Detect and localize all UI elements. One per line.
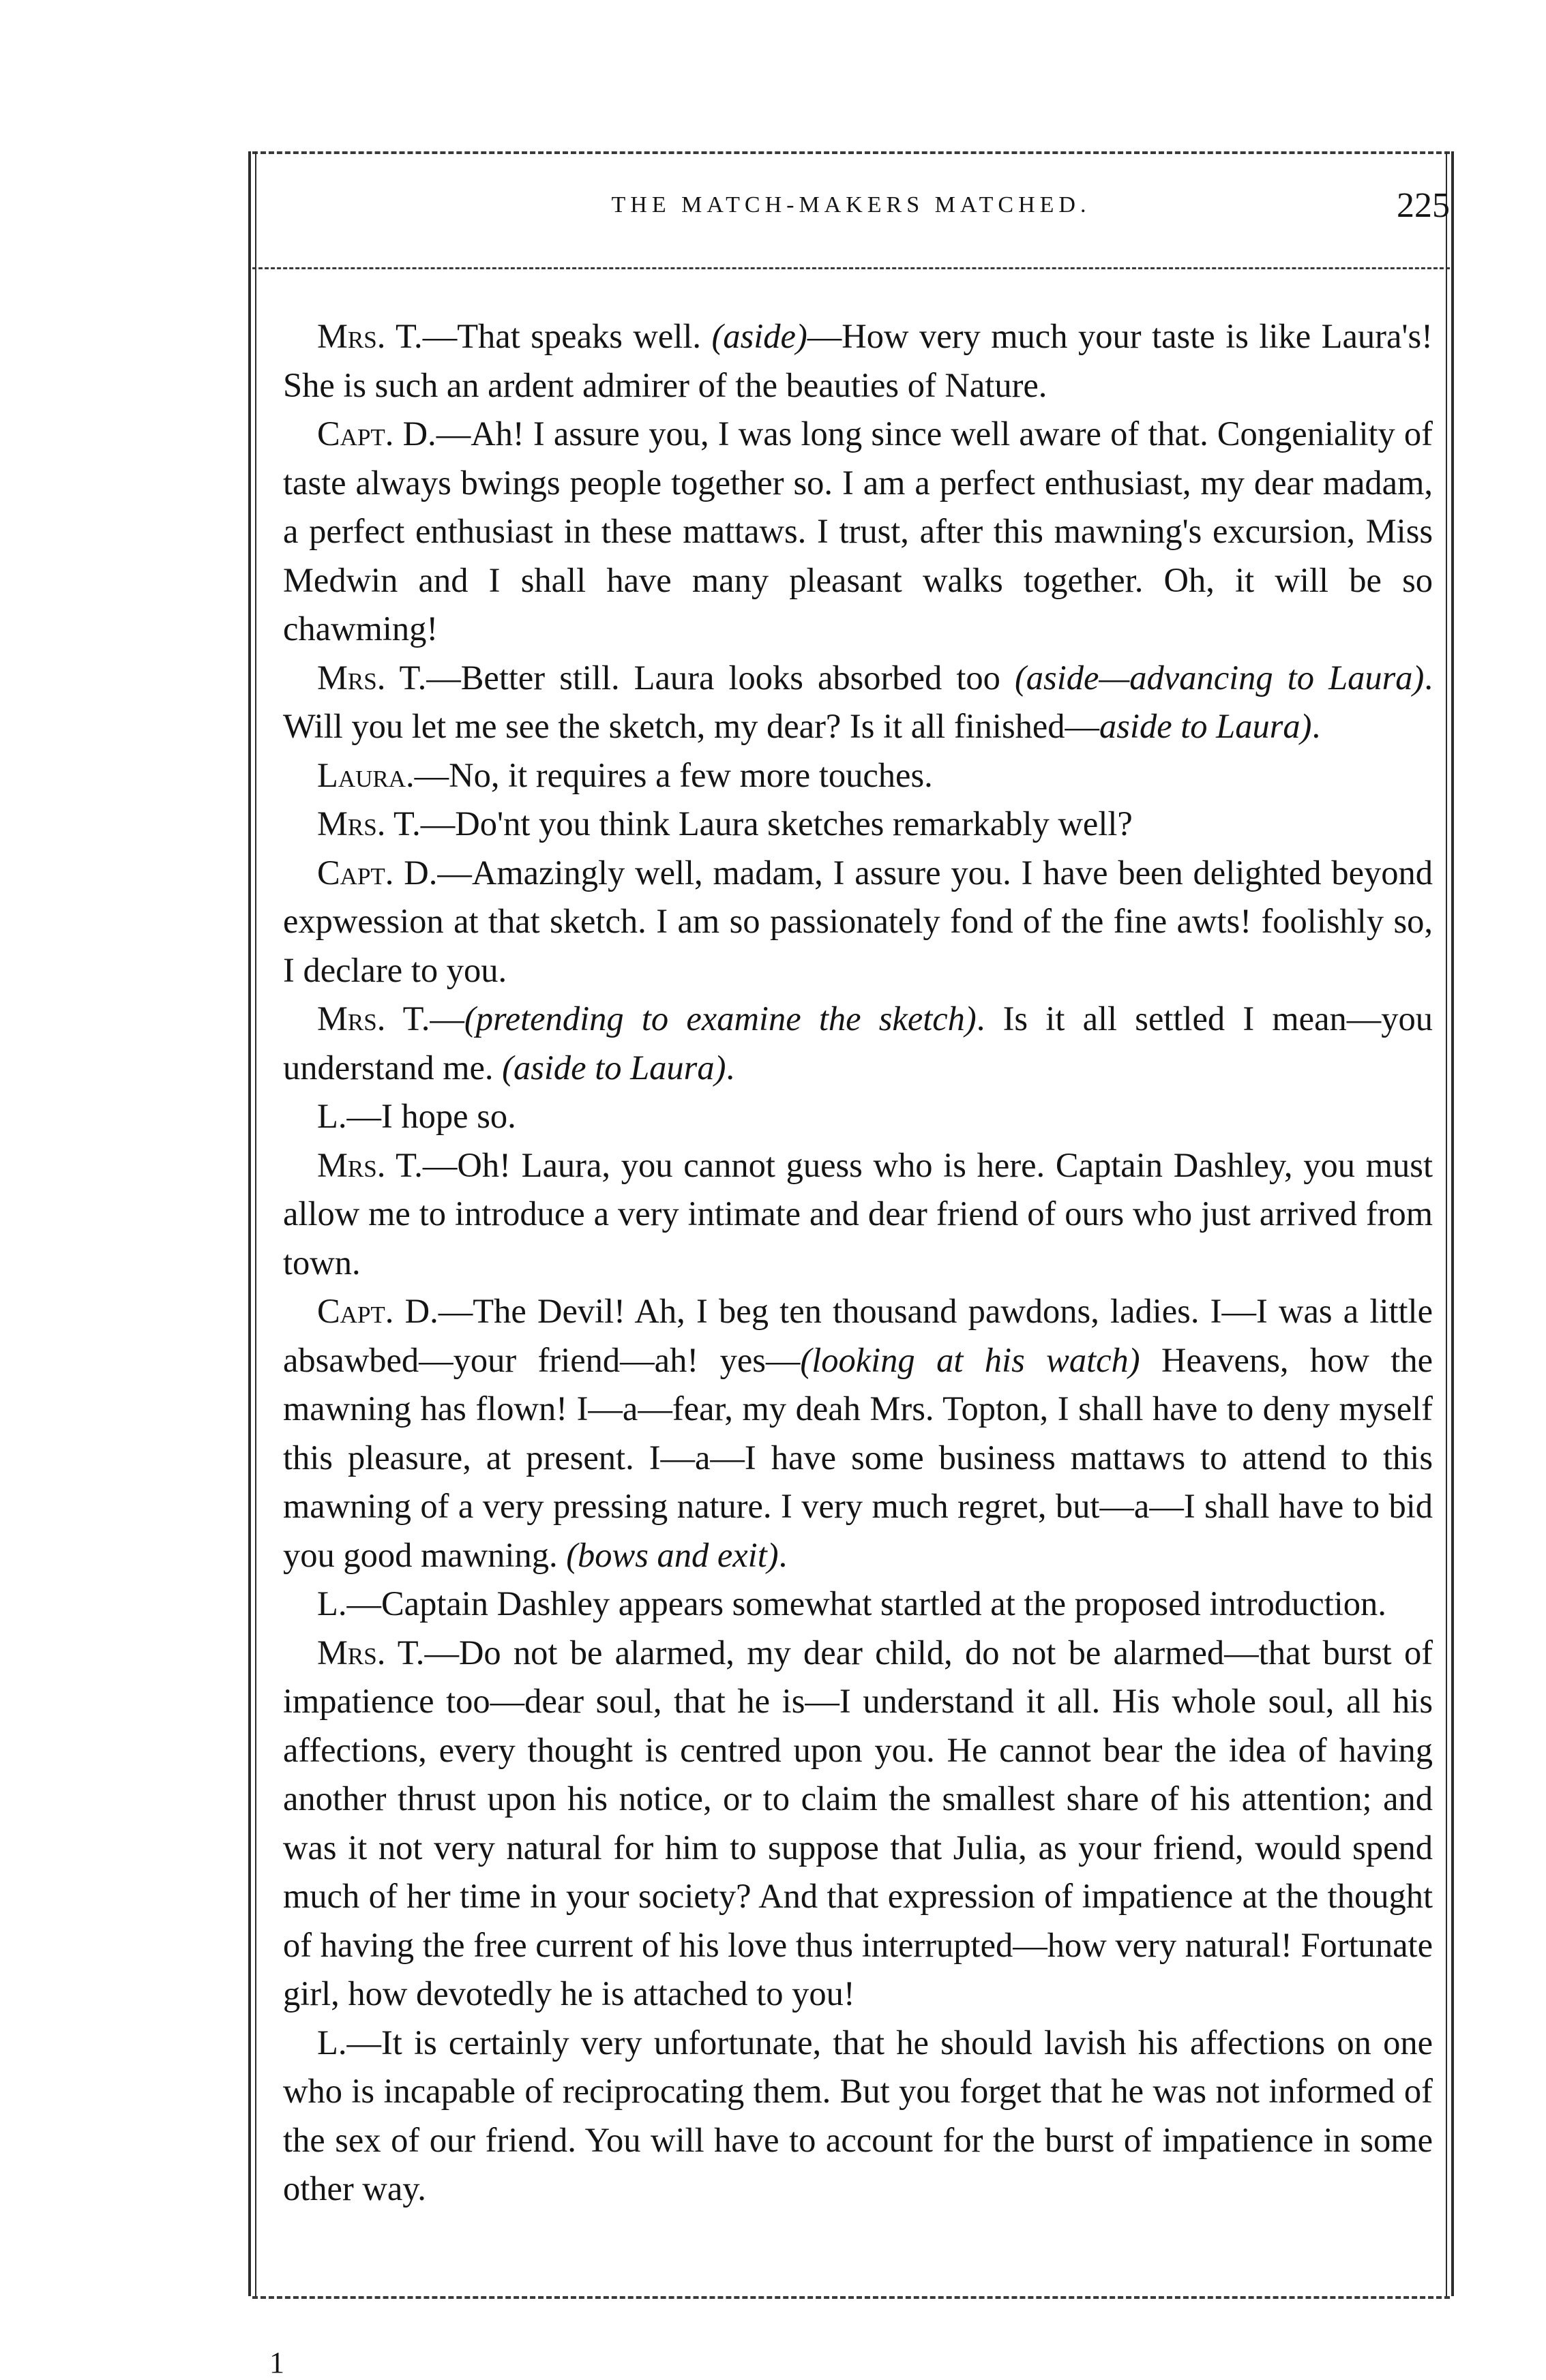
dialogue-text: . [778, 1535, 788, 1574]
speaker-name: Mrs. T. [317, 1633, 425, 1672]
header-separator-rule [252, 267, 1450, 269]
right-border-rule [1451, 151, 1454, 2296]
dialogue-paragraph [283, 2019, 1433, 2214]
stage-direction: (aside to Laura) [502, 1048, 726, 1087]
dialogue-paragraph [283, 1092, 1433, 1141]
dialogue-text: —It is certainly very unfortunate, that he should lavish his affections on one who is incapable of reciprocating them. But you forget that he was not informed of the sex of our friend. You will have to account for the burst of impatience in some other way. [283, 2023, 1433, 2208]
dialogue-paragraph [283, 995, 1433, 1092]
dialogue-text: —Do not be alarmed, my dear child, do not be alarmed—that burst of impatience too—dear soul, that he is—I understand it all. His whole soul, all his affections, every thought is centred upon you. He cannot bear the idea of having another thrust upon his notice, or to claim the smallest share of his attention; and was it not very natural for him to suppose that Julia, as your friend, would spend much of her time in your society? And that expression of impatience at the thought of having the free current of his love thus interrupted—how very natural! Fortunate girl, how devotedly he is attached to you! [283, 1633, 1433, 2013]
dialogue-text: . [1311, 707, 1321, 745]
page-header [252, 186, 1450, 247]
dialogue-text: —Better still. Laura looks absorbed too [426, 658, 1015, 697]
dialogue-text: —That speaks well. [422, 317, 712, 355]
dialogue-text: —Captain Dashley appears somewhat startled at the proposed introduction. [346, 1584, 1386, 1623]
dialogue-text: —No, it requires a few more touches. [414, 755, 933, 794]
dialogue-paragraph [283, 654, 1433, 751]
top-border-rule [252, 151, 1450, 154]
dialogue-text: —Oh! Laura, you cannot guess who is here. Captain Dashley, you must allow me to introduce a very intimate and dear friend of ours who just arrived from town. [283, 1145, 1433, 1282]
speaker-name: L. [317, 1097, 347, 1135]
page-number: 225 [1397, 186, 1450, 225]
dialogue-text: —How very much your taste is like Laura's! She is such an ardent admirer of the beauties of Nature. [283, 317, 1433, 404]
dialogue-text: —Ah! I assure you, I was long since well aware of that. Congeniality of taste always bwings people together so. I am a perfect enthusiast, my dear madam, a perfect enthusiast in these mattaws. I trust, after this mawning's excursion, Miss Medwin and I shall have many pleasant walks together. Oh, it will be so chawming! [283, 415, 1433, 648]
dialogue-text: —I hope so. [346, 1097, 516, 1135]
dialogue-paragraph [283, 800, 1433, 849]
dialogue-paragraph [283, 849, 1433, 995]
stage-direction: (pretending to examine the sketch) [464, 999, 977, 1038]
dialogue-paragraph [283, 410, 1433, 654]
dialogue-text: —The Devil! Ah, I beg ten thousand pawdons, ladies. I—I was a little absawbed—your friend—ah! yes— [283, 1292, 1433, 1379]
dialogue-paragraph [283, 1580, 1433, 1629]
dialogue-text: —Do'nt you think Laura sketches remarkably well? [420, 804, 1133, 843]
dialogue-text: . [726, 1048, 735, 1087]
dialogue-paragraph [283, 312, 1433, 410]
speaker-name: Capt. D. [317, 415, 436, 453]
dialogue-text: — [430, 999, 464, 1038]
left-border-rule-inner [255, 151, 256, 2296]
speaker-name: Capt. D. [317, 853, 438, 892]
dialogue-paragraph [283, 1141, 1433, 1288]
speaker-name: Mrs. T. [317, 658, 427, 697]
dialogue-text: Heavens, how the mawning has flown! I—a—fear, my deah Mrs. Topton, I shall have to deny myself this pleasure, at present. I—a—I have some business mattaws to attend to this mawning of a very pressing nature. I very much regret, but—a—I shall have to bid you good mawning. [283, 1340, 1433, 1574]
stage-direction: aside to Laura) [1099, 707, 1312, 745]
speaker-name: L. [317, 1584, 347, 1623]
speaker-name: Mrs. T. [317, 999, 430, 1038]
text-body [283, 312, 1433, 2214]
stage-direction: (bows and exit) [566, 1535, 779, 1574]
stage-direction: (aside—advancing to Laura) [1014, 658, 1425, 697]
dialogue-paragraph [283, 1287, 1433, 1580]
left-border-rule [248, 151, 251, 2296]
speaker-name: Mrs. T. [317, 317, 423, 355]
speaker-name: Laura. [317, 755, 415, 794]
right-border-rule-inner [1446, 151, 1447, 2296]
dialogue-text: —Amazingly well, madam, I assure you. I have been delighted beyond expwession at that sketch. I am so passionately fond of the fine awts! foolishly so, I declare to you. [283, 853, 1433, 989]
page-frame [252, 136, 1450, 2311]
dialogue-text: . Will you let me see the sketch, my dear? Is it all finished— [283, 658, 1433, 745]
dialogue-text: . Is it all settled I mean—you understand me. [283, 999, 1433, 1087]
stage-direction: (looking at his watch) [800, 1340, 1140, 1379]
speaker-name: Capt. D. [317, 1292, 438, 1330]
dialogue-paragraph [283, 1629, 1433, 2019]
speaker-name: Mrs. T. [317, 804, 421, 843]
speaker-name: Mrs. T. [317, 1145, 423, 1184]
bottom-border-rule [252, 2296, 1450, 2299]
footer-mark: 1 [269, 2346, 284, 2379]
speaker-name: L. [317, 2023, 347, 2062]
dialogue-paragraph [283, 751, 1433, 800]
stage-direction: (aside) [711, 317, 807, 355]
running-title: THE MATCH-MAKERS MATCHED. [611, 192, 1091, 217]
